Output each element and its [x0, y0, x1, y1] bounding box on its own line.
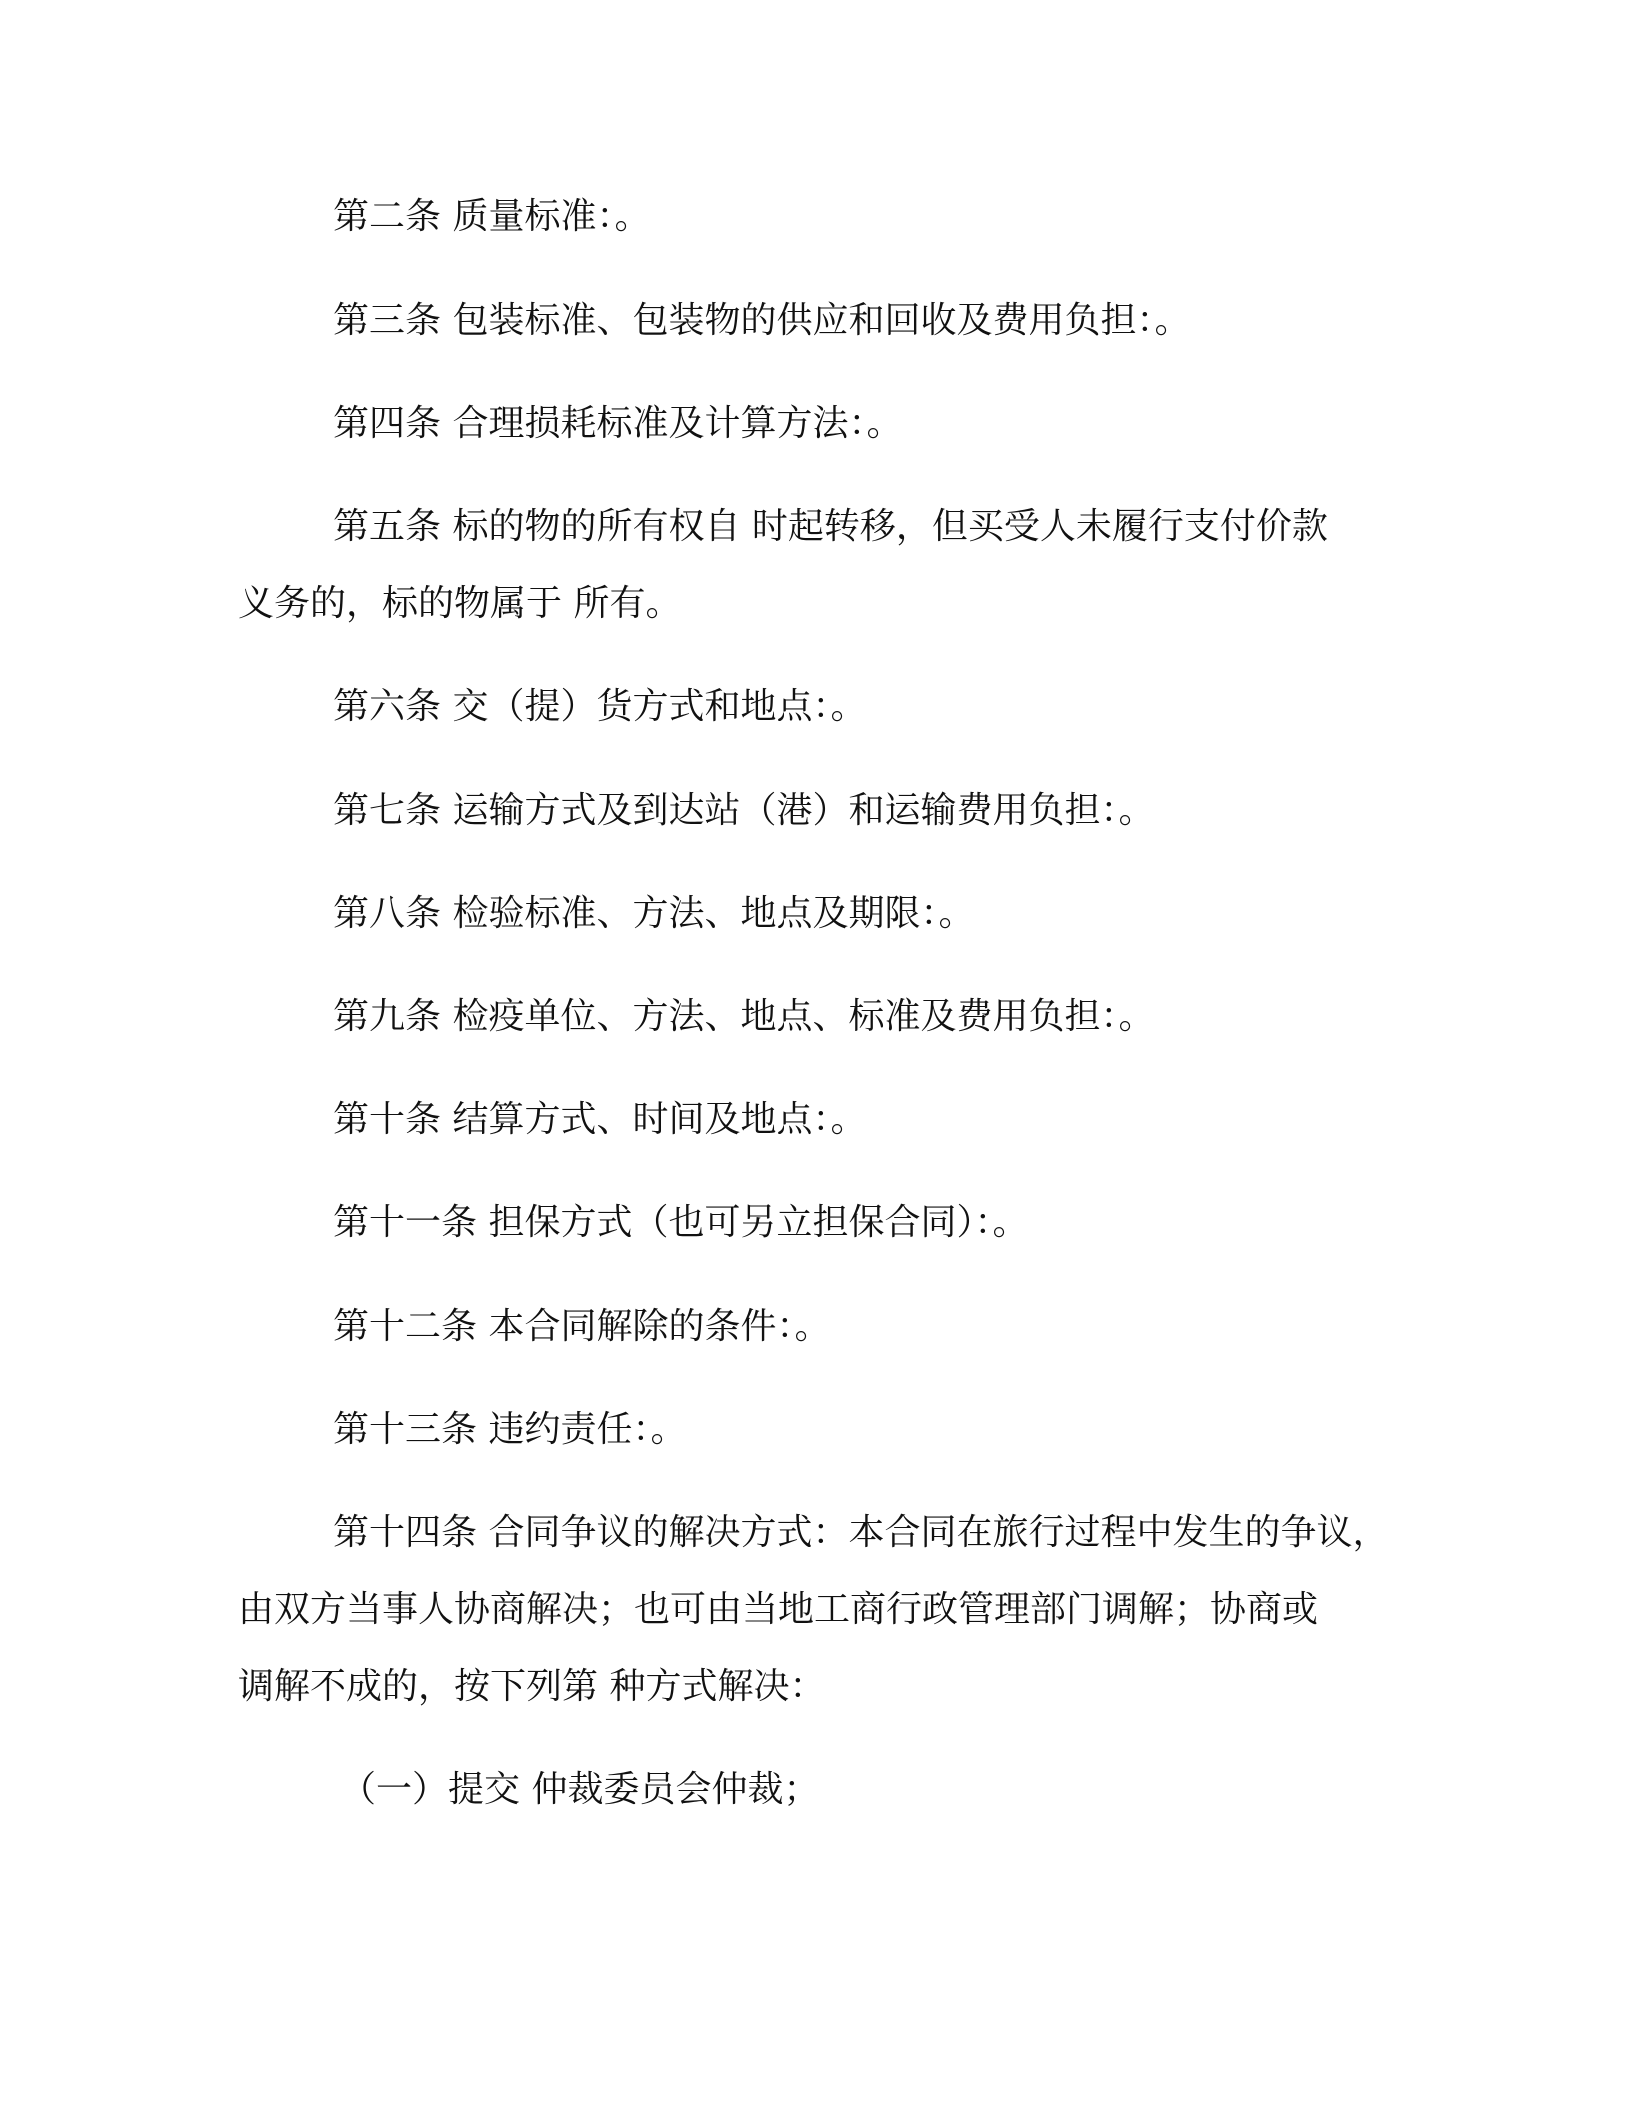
article-12-line: 第十二条 本合同解除的条件：。 — [333, 1306, 831, 1347]
article-14-line-2: 由双方当事人协商解决；也可由当地工商行政管理部门调解；协商或 — [238, 1589, 1319, 1630]
article-10-line: 第十条 结算方式、时间及地点：。 — [333, 1099, 867, 1140]
article-3-line: 第三条 包装标准、包装物的供应和回收及费用负担：。 — [333, 300, 1191, 341]
article-4-line: 第四条 合理损耗标准及计算方法：。 — [333, 403, 903, 444]
article-5-line-1: 第五条 标的物的所有权自 时起转移，但买受人未履行支付价款 — [333, 506, 1328, 547]
article-5-line-2: 义务的，标的物属于 所有。 — [238, 583, 682, 624]
article-8-line: 第八条 检验标准、方法、地点及期限：。 — [333, 893, 975, 934]
article-14-line-3: 调解不成的，按下列第 种方式解决： — [238, 1666, 826, 1707]
article-14-line-1: 第十四条 合同争议的解决方式：本合同在旅行过程中发生的争议， — [333, 1512, 1389, 1553]
article-2-line: 第二条 质量标准：。 — [333, 196, 651, 237]
article-6-line: 第六条 交（提）货方式和地点：。 — [333, 686, 867, 727]
article-9-line: 第九条 检疫单位、方法、地点、标准及费用负担：。 — [333, 996, 1155, 1037]
option-1-line: （一）提交 仲裁委员会仲裁； — [340, 1769, 820, 1810]
article-13-line: 第十三条 违约责任：。 — [333, 1409, 687, 1450]
article-7-line: 第七条 运输方式及到达站（港）和运输费用负担：。 — [333, 790, 1155, 831]
article-11-line: 第十一条 担保方式（也可另立担保合同）：。 — [333, 1202, 1029, 1243]
